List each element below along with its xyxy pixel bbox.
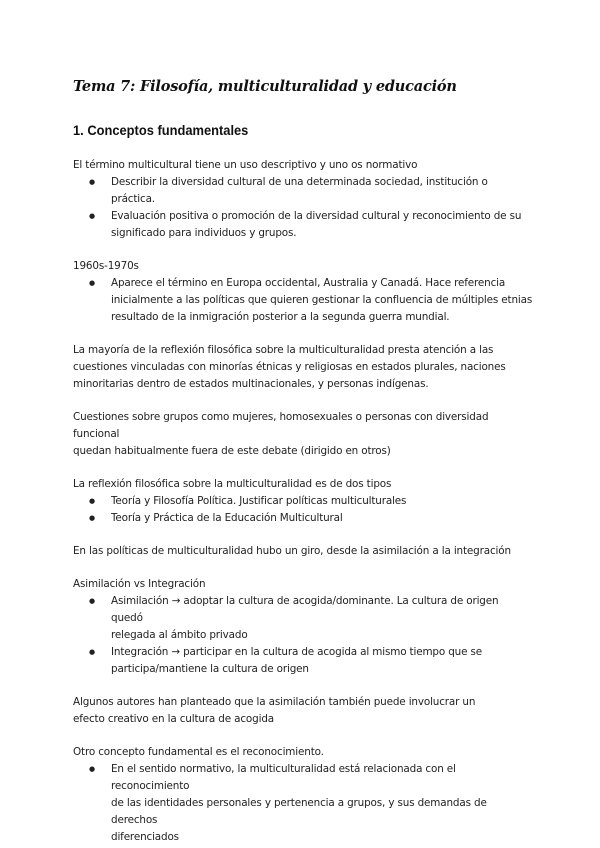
paragraph-line: quedan habitualmente fuera de este debate (dirigido en otros) (73, 445, 391, 457)
paragraph: Otro concepto fundamental es el reconocimiento. (73, 746, 324, 758)
list-item-text: En el sentido normativo, la multiculturalidad está relacionada con el reconocimiento (111, 763, 456, 792)
list-item (111, 644, 533, 678)
paragraph-line: cuestiones vinculadas con minorías étnicas y religiosas en estados plurales, naciones (73, 361, 506, 373)
list-item (111, 174, 533, 208)
document-title: Tema 7: Filosofía, multiculturalidad y educación (73, 78, 457, 95)
list-item-text: diferenciados (111, 831, 179, 843)
list-item-text: Asimilación → adoptar la cultura de acogida/dominante. La cultura de origen quedó (111, 595, 499, 624)
paragraph (73, 694, 533, 728)
bullet-list (73, 493, 533, 527)
paragraph-line: efecto creativo en la cultura de acogida (73, 713, 274, 725)
section-heading: 1. Conceptos fundamentales (73, 122, 249, 138)
list-item-text: Integración → participar en la cultura de acogida al mismo tiempo que se (111, 646, 483, 658)
list-item (111, 510, 533, 527)
list-item-text: relegada al ámbito privado (111, 629, 248, 641)
paragraph-line: La mayoría de la reflexión filosófica sobre la multiculturalidad presta atención a las (73, 344, 494, 356)
paragraph: 1960s-1970s (73, 260, 139, 272)
list-item-text: Teoría y Filosofía Política. Justificar políticas multiculturales (111, 495, 407, 507)
list-item (111, 275, 533, 326)
list-item-text: resultado de la inmigración posterior a la segunda guerra mundial. (111, 311, 450, 323)
list-item (111, 761, 533, 846)
list-item-text: Teoría y Práctica de la Educación Multicultural (111, 512, 343, 524)
list-item-text: inicialmente a las políticas que quieren gestionar la confluencia de múltiples etnias (111, 294, 533, 306)
list-item (111, 593, 533, 644)
list-item (111, 208, 533, 242)
paragraph-line: Algunos autores han planteado que la asimilación también puede involucrar un (73, 696, 476, 708)
list-item (111, 493, 533, 510)
list-item-text: de las identidades personales y pertenencia a grupos, y sus demandas de derechos (111, 797, 487, 826)
list-item-text: Evaluación positiva o promoción de la diversidad cultural y reconocimiento de su (111, 210, 522, 222)
paragraph-line: Cuestiones sobre grupos como mujeres, homosexuales o personas con diversidad funcional (73, 411, 489, 440)
paragraph (73, 342, 533, 393)
bullet-list (73, 761, 533, 846)
paragraph (73, 409, 533, 460)
paragraph: En las políticas de multiculturalidad hubo un giro, desde la asimilación a la integración (73, 545, 511, 557)
paragraph-line: minoritarias dentro de estados multinacionales, y personas indígenas. (73, 378, 429, 390)
paragraph: Asimilación vs Integración (73, 578, 206, 590)
list-item-text: Describir la diversidad cultural de una determinada sociedad, institución o práctica. (111, 176, 488, 205)
bullet-list (73, 593, 533, 678)
document-body (73, 157, 533, 846)
list-item-text: participa/mantiene la cultura de origen (111, 663, 309, 675)
paragraph: El término multicultural tiene un uso descriptivo y uno os normativo (73, 159, 418, 171)
bullet-list (73, 174, 533, 242)
list-item-text: significado para individuos y grupos. (111, 227, 297, 239)
list-item-text: Aparece el término en Europa occidental, Australia y Canadá. Hace referencia (111, 277, 506, 289)
bullet-list (73, 275, 533, 326)
paragraph: La reflexión filosófica sobre la multiculturalidad es de dos tipos (73, 478, 392, 490)
